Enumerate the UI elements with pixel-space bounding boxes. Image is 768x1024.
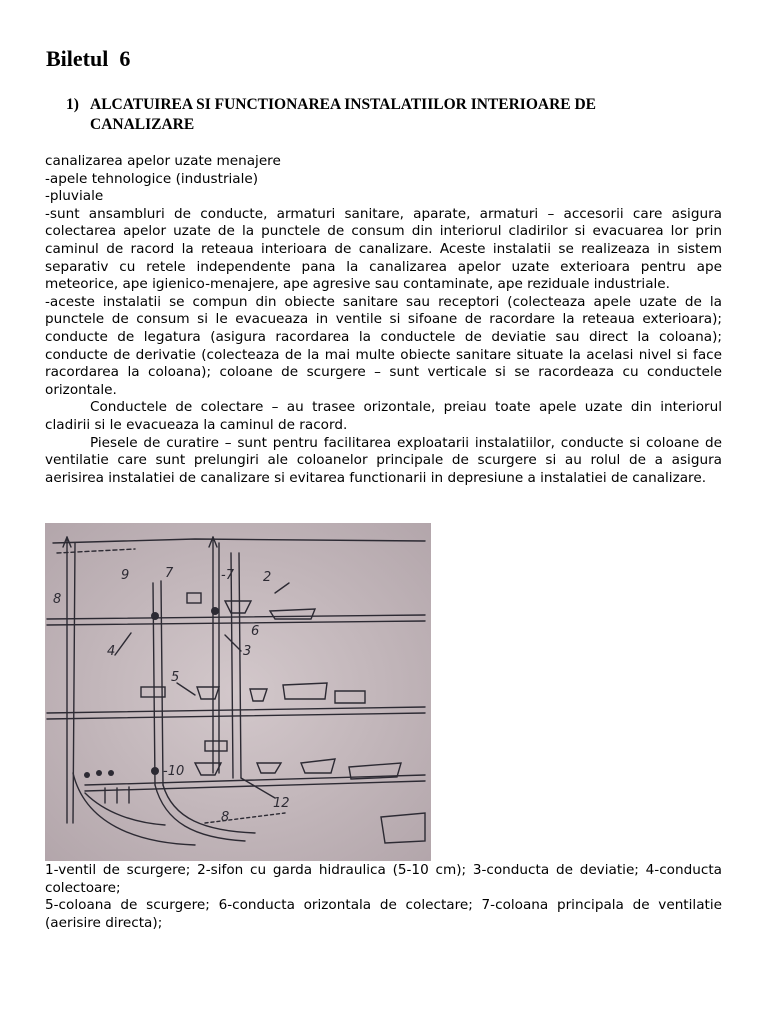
figure-label: 5 — [171, 670, 180, 685]
paragraph: -apele tehnologice (industriale) — [45, 170, 259, 187]
section-heading-text: ALCATUIREA SI FUNCTIONAREA INSTALATIILOR INTERIOARE DE CANALIZARE — [90, 96, 597, 133]
sketch-figure — [45, 523, 431, 861]
figure-label: 8 — [221, 810, 230, 825]
caption-line: 1-ventil de scurgere; 2-sifon cu garda hidraulica (5-10 cm); 3-conducta de deviatie; 4-conducta colectoare; — [45, 862, 722, 896]
figure-label: 2 — [263, 570, 272, 585]
figure-label: 4 — [107, 644, 116, 659]
plumbing-sketch — [45, 523, 431, 861]
paragraph: Piesele de curatire – sunt pentru facilitarea exploatarii instalatiilor, conducte si coloane de ventilatie care sunt prelungiri ale coloanelor principale de scurgere si au rolul de a asigura aerisirea instalatiei de canalizare si evitarea functionarii in depresiune a instalatiei de canalizare. — [45, 434, 722, 486]
paragraph: -pluviale — [45, 188, 104, 205]
figure-label: 12 — [273, 796, 290, 811]
figure-label: 3 — [243, 644, 252, 659]
paragraph: -aceste instalatii se compun din obiecte sanitare sau receptori (colecteaza apele uzate de la punctele de consum si le evacueaza in ventile si sifoane de racordare la reteaua exterioara); conducte de legatura (asigura racordarea la conductele de deviatie sau direct la coloana); conducte de derivatie (colecteaza de la mai multe obiecte sanitare situate la acelasi nivel si face racordarea la coloana); coloane de scurgere – sunt verticale si se racordeaza cu conductele orizontale. — [45, 293, 722, 398]
figure-label: -7 — [221, 568, 234, 583]
figure-label: 6 — [251, 624, 260, 639]
section-heading — [66, 95, 716, 135]
paragraph: canalizarea apelor uzate menajere — [45, 153, 281, 169]
paragraph: Conductele de colectare – au trasee orizontale, preiau toate apele uzate din interiorul cladirii si le evacueaza la caminul de racord. — [45, 399, 722, 433]
figure-caption — [45, 862, 722, 932]
section-number: 1) — [66, 96, 79, 113]
page-title: Biletul 6 — [46, 46, 131, 71]
caption-line: 5-coloana de scurgere; 6-conducta orizontala de colectare; 7-coloana principala de ventilatie (aerisire directa); — [45, 897, 722, 931]
figure-label: 7 — [165, 566, 174, 581]
figure-label: -10 — [163, 764, 185, 779]
body-text — [45, 153, 722, 487]
paragraph: -sunt ansambluri de conducte, armaturi sanitare, aparate, armaturi – accesorii care asigura colectarea apelor uzate de la punctele de consum din interiorul cladirilor si evacuarea lor prin caminul de racord la reteaua interioara de canalizare. Aceste instalatii se realizeaza in sistem separativ cu retele independente pana la canalizarea apelor uzate exterioara pentru ape meteorice, ape igienico-menajere, ape agresive sau contaminate, ape reziduale industriale. — [45, 205, 722, 293]
figure-label: 8 — [53, 592, 62, 607]
figure-label: 9 — [121, 568, 130, 583]
